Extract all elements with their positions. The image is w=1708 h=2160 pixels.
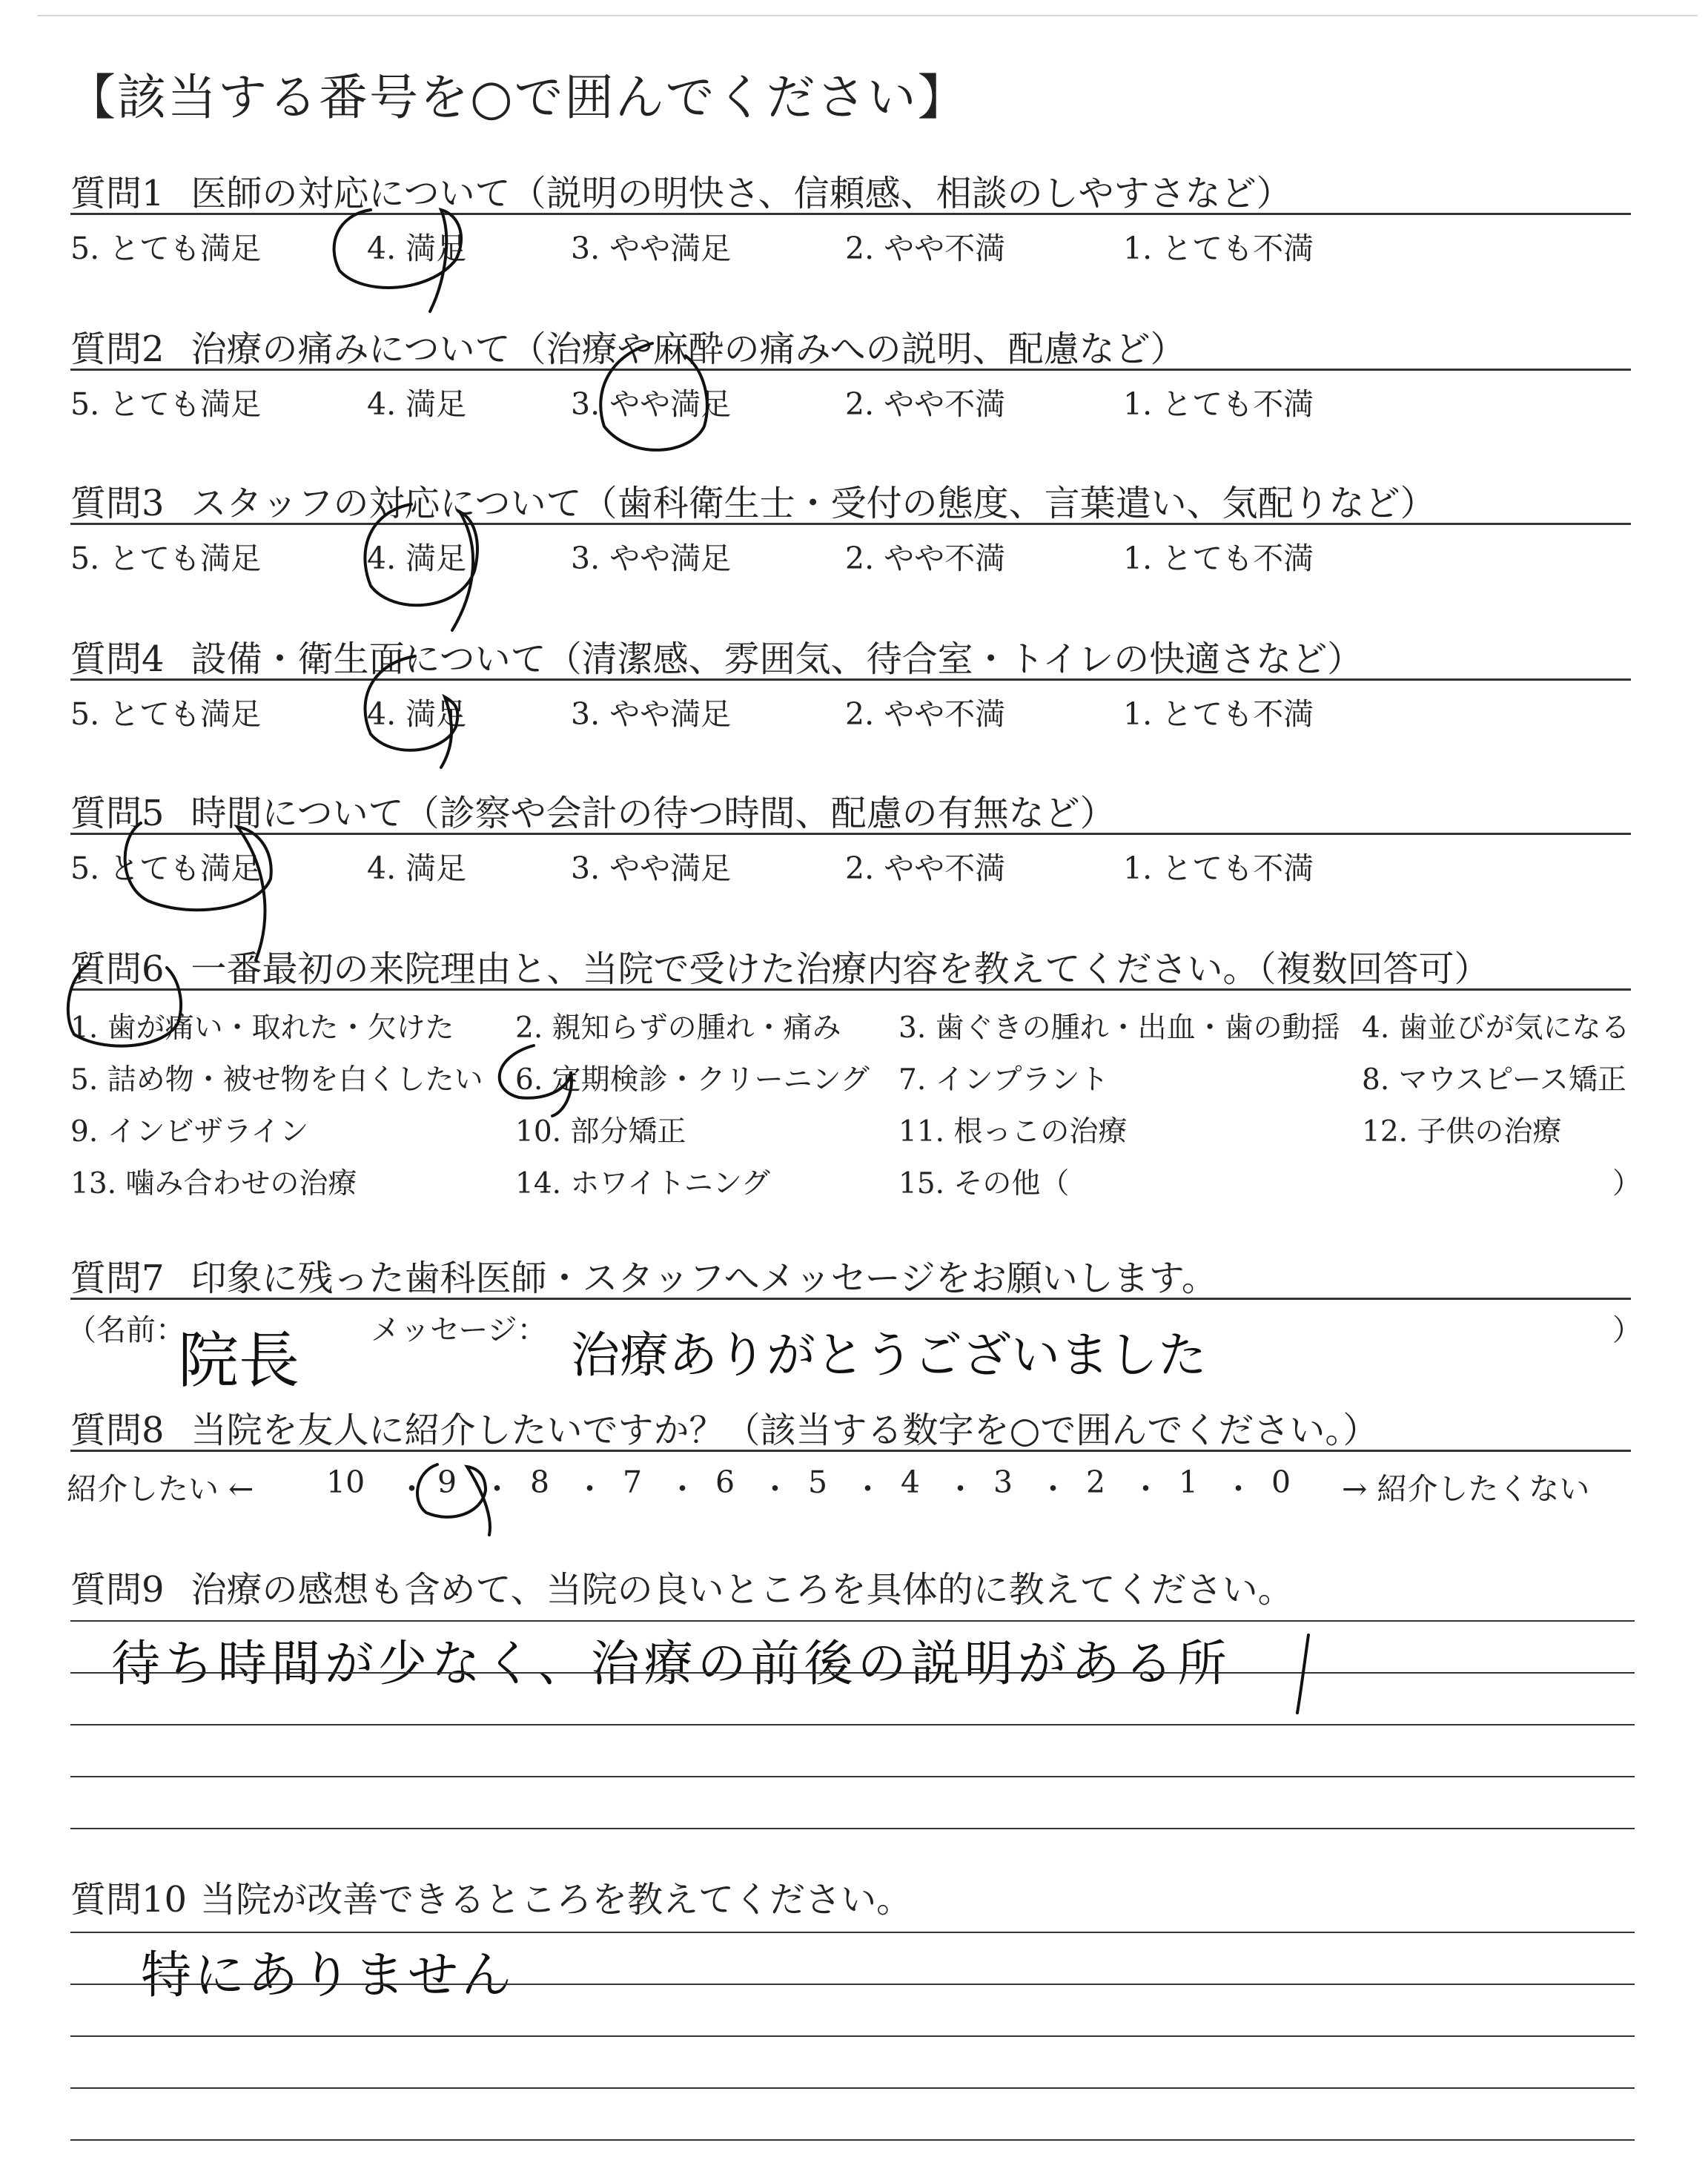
question-text: 設備・衛生面について（清潔感、雰囲気、待合室・トイレの快適さなど） [191,638,1363,680]
page-title: 【該当する番号を○で囲んでください】 [67,69,968,126]
option-5[interactable]: 5. とても満足 [70,851,262,886]
circle-mark-q6-1 [68,964,181,1046]
option-3[interactable]: 3. やや満足 [571,851,732,886]
scale-right-label: → 紹介したくない [1342,1471,1590,1507]
circle-mark-q2 [600,343,707,450]
scale-value[interactable]: 8 [530,1464,550,1500]
option-1[interactable]: 1. とても不満 [1123,541,1314,576]
name-label: （名前： [67,1313,185,1347]
question-text: 治療の痛みについて（治療や麻酔の痛みへの説明、配慮など） [191,328,1186,370]
reason-option-9[interactable]: 9. インビザライン [70,1115,309,1149]
option-2[interactable]: 2. やや不満 [845,541,1006,576]
question-text: 時間について（診察や会計の待つ時間、配慮の有無など） [191,793,1116,834]
scale-value[interactable]: 5 [808,1464,828,1500]
question-text: 当院を友人に紹介したいですか？（該当する数字を○で囲んでください。） [191,1410,1379,1451]
reason-option-7[interactable]: 7. インプラント [898,1063,1109,1097]
scale-left-label: 紹介したい ← [67,1471,254,1507]
reason-option-6[interactable]: 6. 定期検診・クリーニング [515,1063,870,1097]
option-1[interactable]: 1. とても不満 [1123,696,1314,732]
question-number: 質問7 [70,1258,165,1299]
scale-dot: ・ [1223,1471,1254,1507]
scale-value[interactable]: 0 [1271,1464,1291,1500]
option-3[interactable]: 3. やや満足 [571,541,732,576]
reason-option-2[interactable]: 2. 親知らずの腫れ・痛み [515,1011,841,1045]
option-2[interactable]: 2. やや不満 [845,231,1006,266]
q10-answer-handwritten[interactable]: 特にありません [141,1946,515,2005]
reason-option-10[interactable]: 10. 部分矯正 [515,1115,686,1149]
pen-stroke-q9 [1297,1635,1308,1713]
question-number: 質問3 [70,483,165,524]
option-5[interactable]: 5. とても満足 [70,696,262,732]
scale-value[interactable]: 9 [437,1464,457,1500]
option-5[interactable]: 5. とても満足 [70,386,262,422]
option-4[interactable]: 4. 満足 [367,696,467,732]
scale-value[interactable]: 7 [623,1464,643,1500]
q9-answer-handwritten[interactable]: 待ち時間が少なく、治療の前後の説明がある所 [111,1635,1231,1692]
question-number: 質問6 [70,948,165,990]
option-3[interactable]: 3. やや満足 [571,231,732,266]
reason-option-14[interactable]: 14. ホワイトニング [515,1167,770,1200]
reason-option-13[interactable]: 13. 噛み合わせの治療 [70,1167,357,1200]
option-3[interactable]: 3. やや満足 [571,386,732,422]
option-4[interactable]: 4. 満足 [367,851,467,886]
option-4[interactable]: 4. 満足 [367,231,467,266]
circle-mark-q4 [365,656,458,767]
scale-dot: ・ [667,1471,698,1507]
circle-mark-q1 [334,210,461,311]
option-1[interactable]: 1. とても不満 [1123,386,1314,422]
close-paren: ） [1612,1313,1642,1347]
other-close-paren: ） [1612,1167,1642,1200]
scale-dot: ・ [853,1471,883,1507]
circle-mark-q5 [125,823,271,960]
option-5[interactable]: 5. とても満足 [70,541,262,576]
scale-value[interactable]: 10 [326,1464,365,1500]
scale-value[interactable]: 1 [1179,1464,1199,1500]
option-2[interactable]: 2. やや不満 [845,851,1006,886]
scale-dot: ・ [1038,1471,1068,1507]
question-number: 質問1 [70,173,165,214]
question-number: 質問9 [70,1569,165,1611]
question-text: 一番最初の来院理由と、当院で受けた治療内容を教えてください。（複数回答可） [191,948,1490,990]
question-text: 印象に残った歯科医師・スタッフへメッセージをお願いします。 [191,1258,1217,1299]
scale-dot: ・ [397,1471,427,1507]
question-number: 質問10 [70,1879,188,1920]
reason-option-15[interactable]: 15. その他（ [898,1167,1070,1200]
option-4[interactable]: 4. 満足 [367,386,467,422]
reason-option-1[interactable]: 1. 歯が痛い・取れた・欠けた [70,1011,454,1045]
question-number: 質問5 [70,793,165,834]
circle-mark-q8 [417,1464,490,1535]
question-text: 当院が改善できるところを教えてください。 [200,1879,913,1920]
reason-option-12[interactable]: 12. 子供の治療 [1362,1115,1562,1149]
scale-value[interactable]: 6 [715,1464,735,1500]
question-text: 治療の感想も含めて、当院の良いところを具体的に教えてください。 [191,1569,1294,1611]
option-2[interactable]: 2. やや不満 [845,696,1006,732]
scale-dot: ・ [760,1471,790,1507]
scale-dot: ・ [945,1471,976,1507]
scale-value[interactable]: 3 [993,1464,1013,1500]
message-handwritten[interactable]: 治療ありがとうございました [571,1327,1207,1384]
scale-value[interactable]: 4 [901,1464,921,1500]
scale-value[interactable]: 2 [1086,1464,1106,1500]
scale-dot: ・ [482,1471,512,1507]
reason-option-8[interactable]: 8. マウスピース矯正 [1362,1063,1626,1097]
circle-mark-q3 [365,504,477,630]
scale-dot: ・ [575,1471,605,1507]
circle-mark-q6-6 [500,1046,572,1116]
reason-option-4[interactable]: 4. 歯並びが気になる [1362,1011,1630,1045]
reason-option-3[interactable]: 3. 歯ぐきの腫れ・出血・歯の動揺 [898,1011,1340,1045]
option-4[interactable]: 4. 満足 [367,541,467,576]
question-number: 質問2 [70,328,165,370]
reason-option-11[interactable]: 11. 根っこの治療 [898,1115,1128,1149]
option-3[interactable]: 3. やや満足 [571,696,732,732]
question-number: 質問4 [70,638,165,680]
option-1[interactable]: 1. とても不満 [1123,851,1314,886]
scale-dot: ・ [1131,1471,1161,1507]
option-1[interactable]: 1. とても不満 [1123,231,1314,266]
question-text: 医師の対応について（説明の明快さ、信頼感、相談のしやすさなど） [191,173,1292,214]
option-2[interactable]: 2. やや不満 [845,386,1006,422]
message-label: メッセージ： [371,1313,547,1347]
option-5[interactable]: 5. とても満足 [70,231,262,266]
reason-option-5[interactable]: 5. 詰め物・被せ物を白くしたい [70,1063,483,1097]
question-number: 質問8 [70,1410,165,1451]
name-handwritten[interactable]: 院長 [178,1326,300,1396]
question-text: スタッフの対応について（歯科衛生士・受付の態度、言葉遣い、気配りなど） [191,483,1436,524]
